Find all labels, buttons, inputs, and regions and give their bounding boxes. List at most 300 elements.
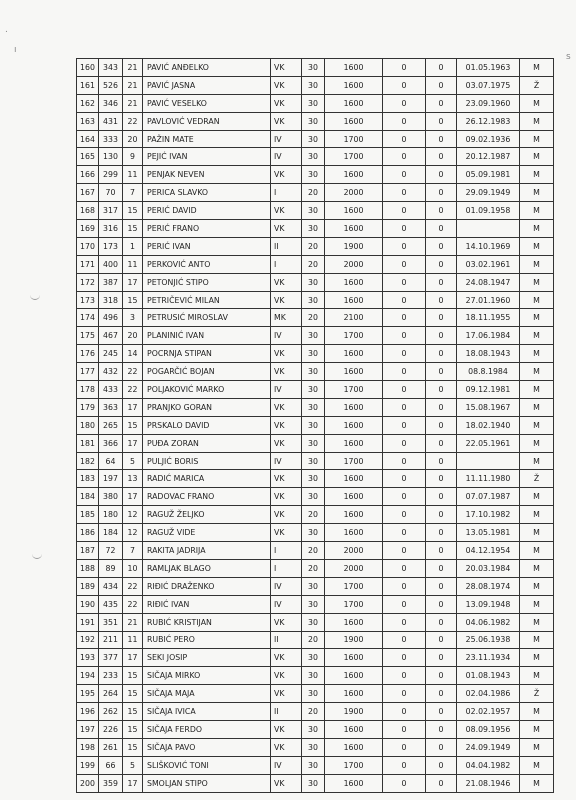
value-cell: 0 <box>383 184 426 202</box>
value-cell: 0 <box>426 398 457 416</box>
percent-cell: 30 <box>302 649 325 667</box>
value-cell: 0 <box>426 237 457 255</box>
value-cell: 0 <box>426 166 457 184</box>
sex-cell: M <box>520 577 554 595</box>
amount-cell: 1900 <box>325 237 383 255</box>
name-cell: RADIĆ MARICA <box>143 470 271 488</box>
value-cell: 0 <box>426 649 457 667</box>
birth-date-cell: 11.11.1980 <box>457 470 520 488</box>
code-cell: 21 <box>123 59 143 77</box>
value-cell: 0 <box>383 667 426 685</box>
name-cell: SLIŠKOVIĆ TONI <box>143 756 271 774</box>
birth-date-cell <box>457 452 520 470</box>
row-number-cell: 181 <box>77 434 99 452</box>
row-number-cell: 198 <box>77 738 99 756</box>
name-cell: RAKITA JADRIJA <box>143 542 271 560</box>
row-number-cell: 199 <box>77 756 99 774</box>
percent-cell: 30 <box>302 148 325 166</box>
table-row <box>77 631 554 649</box>
value-cell: 0 <box>426 202 457 220</box>
code-cell: 17 <box>123 398 143 416</box>
row-number-cell: 177 <box>77 363 99 381</box>
category-cell: I <box>271 184 302 202</box>
category-cell: I <box>271 559 302 577</box>
birth-date-cell: 09.12.1981 <box>457 381 520 399</box>
code-cell: 15 <box>123 685 143 703</box>
category-cell: VK <box>271 345 302 363</box>
category-cell: IV <box>271 452 302 470</box>
code-cell: 5 <box>123 756 143 774</box>
percent-cell: 30 <box>302 130 325 148</box>
name-cell: SIČAJA IVICA <box>143 703 271 721</box>
value-cell: 0 <box>426 577 457 595</box>
code-cell: 15 <box>123 291 143 309</box>
category-cell: VK <box>271 738 302 756</box>
table-row <box>77 166 554 184</box>
category-cell: VK <box>271 649 302 667</box>
percent-cell: 20 <box>302 559 325 577</box>
name-cell: SMOLJAN STIPO <box>143 774 271 792</box>
code-cell: 22 <box>123 595 143 613</box>
row-number-cell: 192 <box>77 631 99 649</box>
table-row <box>77 255 554 273</box>
code-cell: 7 <box>123 542 143 560</box>
table-row <box>77 506 554 524</box>
birth-date-cell: 23.11.1934 <box>457 649 520 667</box>
name-cell: PRANJKO GORAN <box>143 398 271 416</box>
row-number-cell: 178 <box>77 381 99 399</box>
amount-cell: 1600 <box>325 488 383 506</box>
table-row <box>77 452 554 470</box>
row-number-cell: 162 <box>77 94 99 112</box>
code-cell: 14 <box>123 345 143 363</box>
birth-date-cell: 29.09.1949 <box>457 184 520 202</box>
birth-date-cell: 01.08.1943 <box>457 667 520 685</box>
row-number-cell: 189 <box>77 577 99 595</box>
sex-cell: M <box>520 559 554 577</box>
name-cell: PAVIĆ ANĐELKO <box>143 59 271 77</box>
category-cell: IV <box>271 756 302 774</box>
amount-cell: 2000 <box>325 559 383 577</box>
name-cell: RADOVAC FRANO <box>143 488 271 506</box>
id-cell: 433 <box>99 381 123 399</box>
sex-cell: M <box>520 703 554 721</box>
value-cell: 0 <box>383 595 426 613</box>
percent-cell: 20 <box>302 237 325 255</box>
id-cell: 226 <box>99 720 123 738</box>
percent-cell: 30 <box>302 613 325 631</box>
value-cell: 0 <box>383 685 426 703</box>
value-cell: 0 <box>383 273 426 291</box>
value-cell: 0 <box>383 363 426 381</box>
category-cell: VK <box>271 506 302 524</box>
name-cell: POGARČIĆ BOJAN <box>143 363 271 381</box>
code-cell: 17 <box>123 434 143 452</box>
table-row <box>77 774 554 792</box>
percent-cell: 30 <box>302 273 325 291</box>
sex-cell: M <box>520 255 554 273</box>
percent-cell: 30 <box>302 720 325 738</box>
value-cell: 0 <box>426 524 457 542</box>
birth-date-cell: 02.02.1957 <box>457 703 520 721</box>
row-number-cell: 186 <box>77 524 99 542</box>
code-cell: 1 <box>123 237 143 255</box>
row-number-cell: 195 <box>77 685 99 703</box>
id-cell: 265 <box>99 416 123 434</box>
id-cell: 89 <box>99 559 123 577</box>
value-cell: 0 <box>383 470 426 488</box>
row-number-cell: 174 <box>77 309 99 327</box>
name-cell: RAMLJAK BLAGO <box>143 559 271 577</box>
value-cell: 0 <box>426 381 457 399</box>
name-cell: PRSKALO DAVID <box>143 416 271 434</box>
amount-cell: 1600 <box>325 738 383 756</box>
sex-cell: Ž <box>520 470 554 488</box>
percent-cell: 30 <box>302 94 325 112</box>
value-cell: 0 <box>383 613 426 631</box>
table-row <box>77 381 554 399</box>
row-number-cell: 182 <box>77 452 99 470</box>
percent-cell: 30 <box>302 327 325 345</box>
sex-cell: M <box>520 237 554 255</box>
id-cell: 380 <box>99 488 123 506</box>
code-cell: 22 <box>123 363 143 381</box>
id-cell: 400 <box>99 255 123 273</box>
category-cell: II <box>271 703 302 721</box>
name-cell: POCRNJA STIPAN <box>143 345 271 363</box>
birth-date-cell: 08.09.1956 <box>457 720 520 738</box>
category-cell: IV <box>271 577 302 595</box>
value-cell: 0 <box>426 416 457 434</box>
percent-cell: 30 <box>302 595 325 613</box>
row-number-cell: 190 <box>77 595 99 613</box>
category-cell: IV <box>271 148 302 166</box>
amount-cell: 1600 <box>325 667 383 685</box>
row-number-cell: 169 <box>77 220 99 238</box>
value-cell: 0 <box>383 255 426 273</box>
id-cell: 316 <box>99 220 123 238</box>
sex-cell: M <box>520 452 554 470</box>
percent-cell: 20 <box>302 703 325 721</box>
birth-date-cell <box>457 220 520 238</box>
amount-cell: 2000 <box>325 542 383 560</box>
value-cell: 0 <box>383 542 426 560</box>
table-row <box>77 667 554 685</box>
sex-cell: M <box>520 309 554 327</box>
id-cell: 318 <box>99 291 123 309</box>
row-number-cell: 172 <box>77 273 99 291</box>
birth-date-cell: 08.8.1984 <box>457 363 520 381</box>
amount-cell: 1600 <box>325 59 383 77</box>
name-cell: PERIĆ FRANO <box>143 220 271 238</box>
category-cell: VK <box>271 613 302 631</box>
name-cell: PERIĆ DAVID <box>143 202 271 220</box>
value-cell: 0 <box>383 738 426 756</box>
percent-cell: 30 <box>302 381 325 399</box>
birth-date-cell: 18.08.1943 <box>457 345 520 363</box>
percent-cell: 30 <box>302 488 325 506</box>
amount-cell: 1600 <box>325 273 383 291</box>
row-number-cell: 191 <box>77 613 99 631</box>
amount-cell: 1900 <box>325 631 383 649</box>
value-cell: 0 <box>383 452 426 470</box>
category-cell: MK <box>271 309 302 327</box>
percent-cell: 30 <box>302 774 325 792</box>
stray-mark: ı <box>14 45 17 55</box>
value-cell: 0 <box>426 327 457 345</box>
id-cell: 180 <box>99 506 123 524</box>
percent-cell: 30 <box>302 59 325 77</box>
code-cell: 22 <box>123 381 143 399</box>
birth-date-cell: 24.09.1949 <box>457 738 520 756</box>
sex-cell: M <box>520 202 554 220</box>
id-cell: 184 <box>99 524 123 542</box>
category-cell: VK <box>271 434 302 452</box>
code-cell: 11 <box>123 166 143 184</box>
sex-cell: M <box>520 506 554 524</box>
table-row <box>77 291 554 309</box>
code-cell: 12 <box>123 524 143 542</box>
category-cell: IV <box>271 327 302 345</box>
amount-cell: 1600 <box>325 112 383 130</box>
sex-cell: M <box>520 130 554 148</box>
amount-cell: 2000 <box>325 184 383 202</box>
amount-cell: 1600 <box>325 398 383 416</box>
table-row <box>77 434 554 452</box>
value-cell: 0 <box>426 738 457 756</box>
sex-cell: M <box>520 94 554 112</box>
amount-cell: 1700 <box>325 756 383 774</box>
amount-cell: 1600 <box>325 94 383 112</box>
value-cell: 0 <box>426 595 457 613</box>
table-row <box>77 202 554 220</box>
name-cell: RIĐIĆ IVAN <box>143 595 271 613</box>
percent-cell: 30 <box>302 220 325 238</box>
row-number-cell: 180 <box>77 416 99 434</box>
row-number-cell: 171 <box>77 255 99 273</box>
code-cell: 22 <box>123 577 143 595</box>
category-cell: I <box>271 255 302 273</box>
id-cell: 496 <box>99 309 123 327</box>
birth-date-cell: 18.11.1955 <box>457 309 520 327</box>
value-cell: 0 <box>426 488 457 506</box>
id-cell: 526 <box>99 76 123 94</box>
row-number-cell: 163 <box>77 112 99 130</box>
sex-cell: M <box>520 595 554 613</box>
percent-cell: 30 <box>302 577 325 595</box>
category-cell: VK <box>271 363 302 381</box>
category-cell: I <box>271 542 302 560</box>
sex-cell: M <box>520 327 554 345</box>
id-cell: 72 <box>99 542 123 560</box>
birth-date-cell: 04.12.1954 <box>457 542 520 560</box>
code-cell: 22 <box>123 112 143 130</box>
birth-date-cell: 17.06.1984 <box>457 327 520 345</box>
amount-cell: 1600 <box>325 524 383 542</box>
register-table-body <box>77 59 554 793</box>
name-cell: PETRIČEVIĆ MILAN <box>143 291 271 309</box>
code-cell: 15 <box>123 738 143 756</box>
code-cell: 15 <box>123 720 143 738</box>
birth-date-cell: 05.09.1981 <box>457 166 520 184</box>
table-row <box>77 542 554 560</box>
table-row <box>77 738 554 756</box>
code-cell: 20 <box>123 327 143 345</box>
birth-date-cell: 25.06.1938 <box>457 631 520 649</box>
category-cell: VK <box>271 774 302 792</box>
percent-cell: 30 <box>302 667 325 685</box>
id-cell: 351 <box>99 613 123 631</box>
value-cell: 0 <box>426 613 457 631</box>
name-cell: PERIĆ IVAN <box>143 237 271 255</box>
table-row <box>77 685 554 703</box>
code-cell: 15 <box>123 202 143 220</box>
row-number-cell: 188 <box>77 559 99 577</box>
id-cell: 130 <box>99 148 123 166</box>
birth-date-cell: 03.02.1961 <box>457 255 520 273</box>
percent-cell: 30 <box>302 363 325 381</box>
code-cell: 17 <box>123 649 143 667</box>
value-cell: 0 <box>383 291 426 309</box>
percent-cell: 30 <box>302 434 325 452</box>
row-number-cell: 185 <box>77 506 99 524</box>
sex-cell: M <box>520 738 554 756</box>
row-number-cell: 161 <box>77 76 99 94</box>
sex-cell: M <box>520 381 554 399</box>
id-cell: 363 <box>99 398 123 416</box>
id-cell: 173 <box>99 237 123 255</box>
row-number-cell: 168 <box>77 202 99 220</box>
stray-mark: . <box>5 25 8 35</box>
amount-cell: 1600 <box>325 166 383 184</box>
row-number-cell: 187 <box>77 542 99 560</box>
name-cell: RIĐIĆ DRAŽENKO <box>143 577 271 595</box>
birth-date-cell: 17.10.1982 <box>457 506 520 524</box>
amount-cell: 1700 <box>325 577 383 595</box>
percent-cell: 30 <box>302 202 325 220</box>
name-cell: PAVIĆ VESELKO <box>143 94 271 112</box>
category-cell: IV <box>271 381 302 399</box>
percent-cell: 30 <box>302 470 325 488</box>
category-cell: VK <box>271 524 302 542</box>
category-cell: VK <box>271 398 302 416</box>
sex-cell: M <box>520 434 554 452</box>
table-row <box>77 59 554 77</box>
category-cell: VK <box>271 202 302 220</box>
stray-mark: s <box>566 52 571 62</box>
amount-cell: 1600 <box>325 613 383 631</box>
percent-cell: 30 <box>302 756 325 774</box>
id-cell: 434 <box>99 577 123 595</box>
table-row <box>77 327 554 345</box>
code-cell: 15 <box>123 667 143 685</box>
amount-cell: 1600 <box>325 291 383 309</box>
amount-cell: 1600 <box>325 345 383 363</box>
value-cell: 0 <box>426 506 457 524</box>
code-cell: 17 <box>123 774 143 792</box>
sex-cell: M <box>520 220 554 238</box>
birth-date-cell: 22.05.1961 <box>457 434 520 452</box>
value-cell: 0 <box>383 94 426 112</box>
sex-cell: M <box>520 488 554 506</box>
birth-date-cell: 14.10.1969 <box>457 237 520 255</box>
id-cell: 261 <box>99 738 123 756</box>
value-cell: 0 <box>383 345 426 363</box>
table-row <box>77 488 554 506</box>
value-cell: 0 <box>426 756 457 774</box>
birth-date-cell: 01.05.1963 <box>457 59 520 77</box>
amount-cell: 1700 <box>325 327 383 345</box>
id-cell: 435 <box>99 595 123 613</box>
amount-cell: 2100 <box>325 309 383 327</box>
row-number-cell: 183 <box>77 470 99 488</box>
row-number-cell: 173 <box>77 291 99 309</box>
sex-cell: M <box>520 756 554 774</box>
percent-cell: 20 <box>302 309 325 327</box>
sex-cell: Ž <box>520 685 554 703</box>
amount-cell: 1600 <box>325 774 383 792</box>
amount-cell: 1600 <box>325 720 383 738</box>
value-cell: 0 <box>426 452 457 470</box>
sex-cell: M <box>520 398 554 416</box>
table-row <box>77 595 554 613</box>
row-number-cell: 167 <box>77 184 99 202</box>
percent-cell: 30 <box>302 524 325 542</box>
birth-date-cell: 01.09.1958 <box>457 202 520 220</box>
percent-cell: 30 <box>302 452 325 470</box>
value-cell: 0 <box>426 291 457 309</box>
value-cell: 0 <box>383 524 426 542</box>
table-row <box>77 577 554 595</box>
value-cell: 0 <box>383 649 426 667</box>
row-number-cell: 165 <box>77 148 99 166</box>
row-number-cell: 200 <box>77 774 99 792</box>
percent-cell: 20 <box>302 255 325 273</box>
value-cell: 0 <box>426 148 457 166</box>
percent-cell: 30 <box>302 738 325 756</box>
birth-date-cell: 23.09.1960 <box>457 94 520 112</box>
code-cell: 13 <box>123 470 143 488</box>
name-cell: PERICA SLAVKO <box>143 184 271 202</box>
name-cell: PAŽIN MATE <box>143 130 271 148</box>
value-cell: 0 <box>383 327 426 345</box>
code-cell: 20 <box>123 130 143 148</box>
table-row <box>77 148 554 166</box>
sex-cell: M <box>520 542 554 560</box>
percent-cell: 30 <box>302 685 325 703</box>
table-row <box>77 237 554 255</box>
code-cell: 17 <box>123 488 143 506</box>
name-cell: PLANINIĆ IVAN <box>143 327 271 345</box>
table-row <box>77 76 554 94</box>
code-cell: 17 <box>123 273 143 291</box>
value-cell: 0 <box>426 59 457 77</box>
name-cell: SIČAJA MAJA <box>143 685 271 703</box>
table-row <box>77 524 554 542</box>
value-cell: 0 <box>383 76 426 94</box>
amount-cell: 2000 <box>325 255 383 273</box>
birth-date-cell: 27.01.1960 <box>457 291 520 309</box>
row-number-cell: 197 <box>77 720 99 738</box>
category-cell: VK <box>271 488 302 506</box>
sex-cell: M <box>520 774 554 792</box>
birth-date-cell: 15.08.1967 <box>457 398 520 416</box>
id-cell: 343 <box>99 59 123 77</box>
id-cell: 197 <box>99 470 123 488</box>
table-row <box>77 559 554 577</box>
value-cell: 0 <box>426 94 457 112</box>
value-cell: 0 <box>426 255 457 273</box>
